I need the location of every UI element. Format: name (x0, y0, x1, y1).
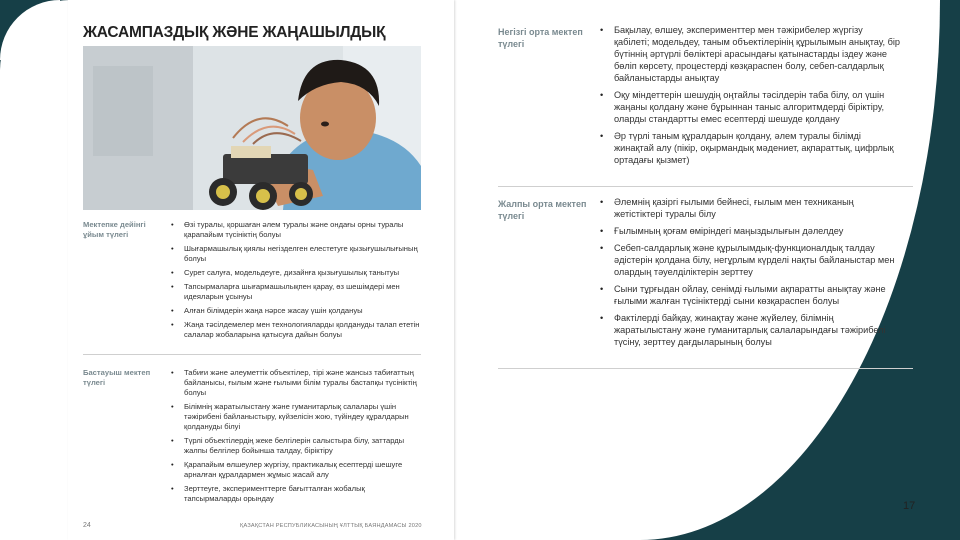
requirements-list (600, 24, 900, 171)
requirements-list (171, 220, 423, 344)
footer-page-number: 24 (83, 522, 91, 529)
right-document-page (480, 0, 920, 540)
list-item: • Түрлі объектілердің жеке белгілерін салыстыра білу, заттарды жалпы белгілер бойынша талдау, біріктіру (171, 436, 423, 456)
section-label: Негізгі орта мектеп түлегі (498, 27, 583, 49)
photo-illustration (83, 46, 421, 210)
list-item: • Оқу міндеттерін шешудің оңтайлы тәсілдерін таба білу, ол үшін жаңаны қолдану және бұрыннан таныс алгоритмдерді біріктіру, оларды стандартты емес есептерді шешуде қолдану (600, 89, 900, 125)
section-label: Мектепке дейінгі ұйым түлегі (83, 220, 146, 239)
left-document-page (68, 0, 454, 540)
section-label: Жалпы орта мектеп түлегі (498, 199, 587, 221)
requirements-list (600, 196, 900, 353)
list-item: • Табиғи және әлеуметтік объектілер, тірі және жансыз табиғаттың байланысы, ғылым және ғылыми білім туралы бастапқы түсініктің болуы (171, 368, 423, 398)
list-item: • Сурет салуға, модельдеуге, дизайнға қызығушылық танытуы (171, 268, 423, 278)
list-item: • Өзі туралы, қоршаған әлем туралы және ондағы орны туралы қарапайым түсініктің болуы (171, 220, 423, 240)
list-item: • Сыни тұрғыдан ойлау, сенімді ғылыми ақпаратты анықтау және ғылыми жалған түсініктерді сыни көзқараспен болуы (600, 283, 900, 307)
list-item: • Фактілерді байқау, жинақтау және жүйелеу, білімнің жаратылыстану және гуманитарлық салаларындағы тәжірибелі түсіну, зерттеу дағдыларының болуы (600, 312, 900, 348)
requirements-list (171, 368, 423, 508)
section-divider (498, 186, 913, 187)
list-item: • Әр түрлі таным құралдарын қолдану, әлем туралы білімді жинақтай алу (пікір, оқырмандық мәдениет, ақпараттық, цифрлық ортадағы қызмет) (600, 130, 900, 166)
list-item: • Қарапайым өлшеулер жүргізу, практикалық есептерді шешуге арналған құралдармен жұмыс жасай алу (171, 460, 423, 480)
list-item: • Әлемнің қазіргі ғылыми бейнесі, ғылым мен техниканың жетістіктері туралы білу (600, 196, 900, 220)
list-item: • Бақылау, өлшеу, эксперименттер мен тәжірибелер жүргізу қабілеті; модельдеу, таным объектілерінің құрылымын анықтау, бір бүтіннің әртүрлі бөліктері арасындағы қатынастарды іздеу және бөліп көрсету, процестерді көзқараспен болу, себеп-салдарлық байланыстарды анықтау (600, 24, 900, 84)
list-item: • Білімнің жаратылыстану және гуманитарлық салалары үшін тәжірибені байланыстыру, күйзелісін жою, түйіндеу құралдарын қолдануды білуі (171, 402, 423, 432)
list-item: • Тапсырмаларға шығармашылықпен қарау, өз шешімдері мен идеяларын ұсынуы (171, 282, 423, 302)
section-divider (83, 354, 421, 355)
list-item: • Зерттеуге, эксперименттерге бағытталған жобалық тапсырмаларды орындау (171, 484, 423, 504)
list-item: • Жаңа тәсілдемелер мен технологияларды қолдануды талап ететін салалар жобаларына қатысуға дайын болуы (171, 320, 423, 340)
section-label: Бастауыш мектеп түлегі (83, 368, 151, 387)
list-item: • Себеп-салдарлық және құрылымдық-функционалдық талдау әдістерін қолдана білу, негұрлым күрделі нақты байланыстар мен олардың тәуелділіктерін зерттеу (600, 242, 900, 278)
page-number: 17 (903, 500, 916, 512)
list-item: • Шығармашылық қиялы негізделген елестетуге қызығушылығының болуы (171, 244, 423, 264)
footer-publisher: ҚАЗАҚСТАН РЕСПУБЛИКАСЫНЫҢ ҰЛТТЫҚ БАЯНДАМАСЫ 2020 (240, 523, 422, 529)
list-item: • Ғылымның қоғам өміріндегі маңыздылығын дәлелдеу (600, 225, 900, 237)
list-item: • Алған білімдерін жаңа нәрсе жасау үшін қолдануы (171, 306, 423, 316)
photo-boy-with-robot (83, 46, 421, 210)
section-divider (498, 368, 913, 369)
page-title: ЖАСАМПАЗДЫҚ ЖӘНЕ ЖАҢАШЫЛДЫҚ (83, 24, 386, 41)
